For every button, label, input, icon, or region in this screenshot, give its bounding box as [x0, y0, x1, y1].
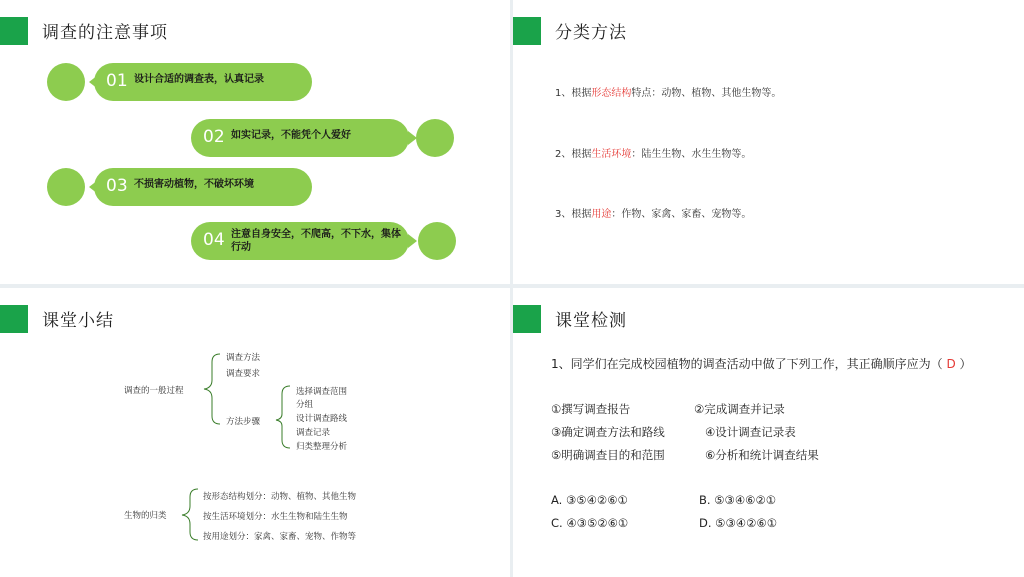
step-option: ⑥分析和统计调查结果 — [705, 448, 819, 462]
item-circle — [416, 119, 454, 157]
panel-title: 课堂小结 — [42, 311, 114, 331]
choice-a: A. ③⑤④②⑥① — [551, 493, 628, 507]
step-item: 分组 — [296, 400, 314, 410]
choice-b: B. ⑤③④⑥②① — [699, 493, 777, 507]
step-item: 设计调查路线 — [296, 414, 348, 424]
line-highlight: 形态结构 — [591, 88, 632, 99]
panel-classification-methods — [513, 0, 1024, 284]
step-option: ③确定调查方法和路线 — [551, 425, 665, 439]
tree2-root: 生物的归类 — [124, 511, 167, 521]
item-arrow — [408, 234, 417, 248]
line-prefix: 3、根据 — [555, 209, 592, 220]
line-suffix: ：陆生生物、水生生物等。 — [631, 149, 752, 160]
item-number: 03 — [106, 176, 128, 196]
method-line-1 — [555, 84, 781, 99]
panel-title: 课堂检测 — [555, 311, 627, 331]
item-text: 注意自身安全，不爬高，不下水，集体行动 — [231, 229, 401, 253]
note-item-04 — [191, 222, 409, 260]
tree1-branch: 调查方法 — [226, 353, 261, 363]
step-option: ⑤明确调查目的和范围 — [551, 448, 665, 462]
step-option: ①撰写调查报告 — [551, 402, 631, 416]
title-marker — [513, 17, 541, 45]
step-item: 调查记录 — [296, 428, 331, 438]
quiz-question — [551, 355, 972, 372]
line-suffix: 特点：动物、植物、其他生物等。 — [631, 88, 782, 99]
tree2-branch: 按用途划分：家禽、家畜、宠物、作物等 — [203, 532, 357, 542]
method-line-2 — [555, 145, 751, 160]
item-text: 不损害动植物，不破坏环境 — [134, 179, 254, 190]
panel-survey-notes — [0, 0, 510, 284]
item-text: 如实记录，不能凭个人爱好 — [231, 130, 351, 141]
note-item-02 — [191, 119, 409, 157]
method-line-3 — [555, 205, 751, 220]
step-item: 归类整理分析 — [296, 442, 348, 452]
step-item: 选择调查范围 — [296, 387, 348, 397]
step-option: ④设计调查记录表 — [705, 425, 796, 439]
line-prefix: 2、根据 — [555, 149, 592, 160]
panel-class-quiz — [513, 288, 1024, 577]
panel-title: 调查的注意事项 — [42, 23, 168, 43]
item-circle — [418, 222, 456, 260]
title-marker — [513, 305, 541, 333]
question-answer: D — [946, 357, 956, 371]
line-highlight: 生活环境 — [591, 149, 632, 160]
item-circle — [47, 168, 85, 206]
choice-d: D. ⑤③④②⑥① — [699, 516, 778, 530]
title-marker — [0, 17, 28, 45]
item-number: 01 — [106, 71, 128, 91]
line-highlight: 用途 — [591, 209, 612, 220]
brace-survey-process — [204, 354, 220, 424]
note-item-03 — [94, 168, 312, 206]
tree2-branch: 按形态结构划分：动物、植物、其他生物 — [203, 492, 357, 502]
item-circle — [47, 63, 85, 101]
tree1-branch: 调查要求 — [226, 369, 261, 379]
item-text: 设计合适的调查表，认真记录 — [134, 74, 264, 85]
panel-title: 分类方法 — [555, 23, 627, 43]
step-option: ②完成调查并记录 — [694, 402, 785, 416]
tree2-branch: 按生活环境划分：水生生物和陆生生物 — [203, 512, 348, 522]
line-prefix: 1、根据 — [555, 88, 592, 99]
question-text: 1、同学们在完成校园植物的调查活动中做了下列工作，其正确顺序应为（ — [551, 357, 943, 371]
tree1-root: 调查的一般过程 — [124, 386, 184, 396]
item-number: 02 — [203, 127, 225, 147]
question-end: ） — [959, 357, 972, 371]
line-suffix: ：作物、家禽、家畜、宠物等。 — [611, 209, 752, 220]
tree1-branch: 方法步骤 — [226, 417, 261, 427]
item-number: 04 — [203, 230, 225, 250]
panel-lesson-summary — [0, 288, 510, 577]
brace-steps — [276, 386, 290, 448]
choice-c: C. ④③⑤②⑥① — [551, 516, 629, 530]
note-item-01 — [94, 63, 312, 101]
brace-classification — [182, 489, 198, 540]
